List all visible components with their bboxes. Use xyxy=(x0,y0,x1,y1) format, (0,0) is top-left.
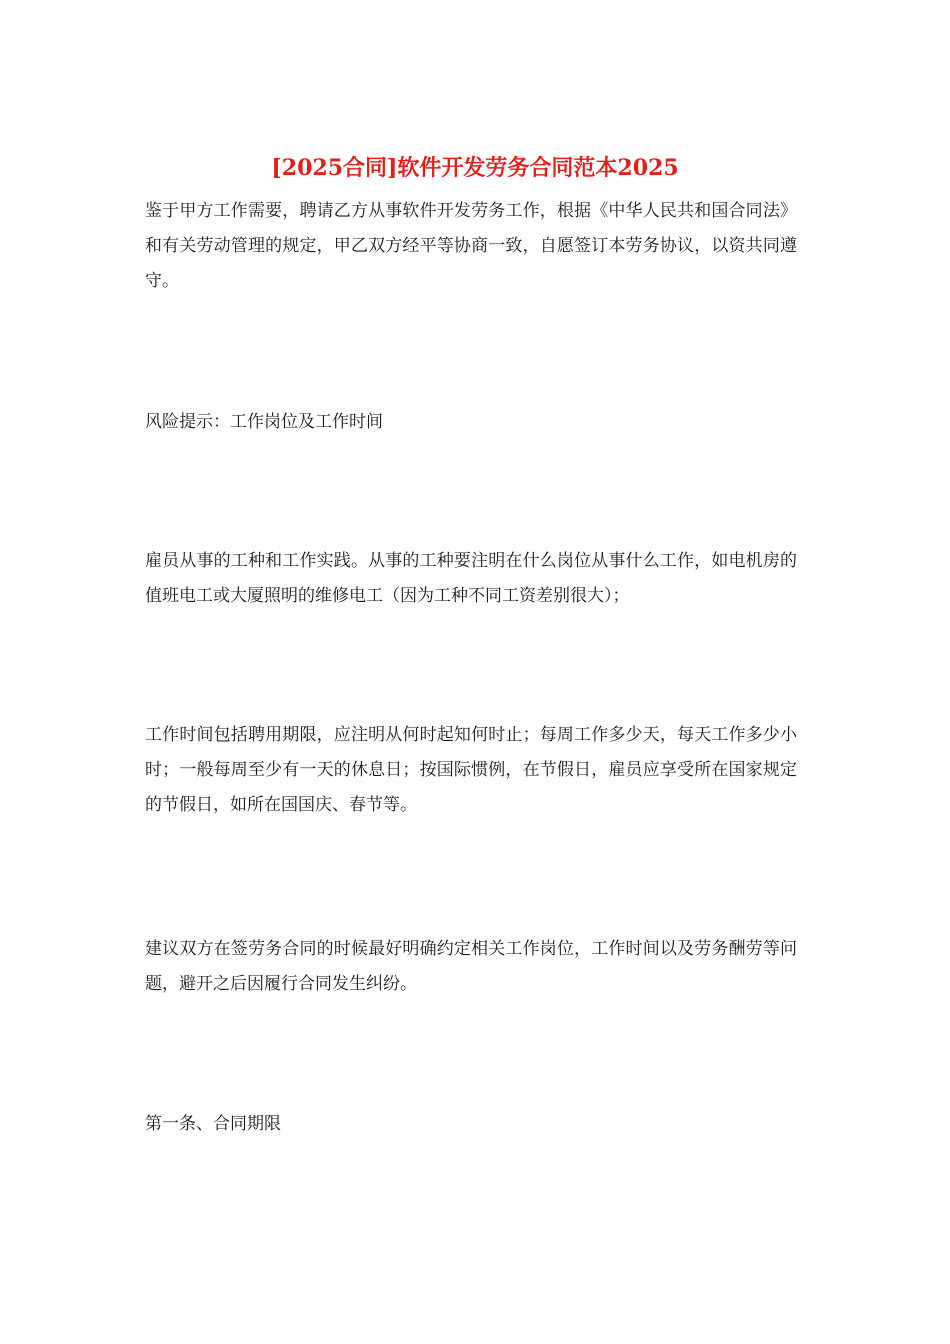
paragraph-article-one: 第一条、合同期限 xyxy=(145,1114,281,1134)
paragraph-risk-heading: 风险提示：工作岗位及工作时间 xyxy=(145,412,383,432)
paragraph-preamble: 鉴于甲方工作需要，聘请乙方从事软件开发劳务工作，根据《中华人民共和国合同法》和有关劳动管理的规定，甲乙双方经平等协商一致，自愿签订本劳务协议，以资共同遵守。 xyxy=(145,201,797,291)
document-title: [2025合同]软件开发劳务合同范本2025 xyxy=(271,155,679,181)
paragraph-job-type: 雇员从事的工种和工作实践。从事的工种要注明在什么岗位从事什么工作，如电机房的值班电工或大厦照明的维修电工（因为工种不同工资差别很大）； xyxy=(145,551,797,606)
paragraph-suggestion: 建议双方在签劳务合同的时候最好明确约定相关工作岗位，工作时间以及劳务酬劳等问题，避开之后因履行合同发生纠纷。 xyxy=(145,939,797,994)
paragraph-work-time: 工作时间包括聘用期限，应注明从何时起知何时止；每周工作多少天，每天工作多少小时；一般每周至少有一天的休息日；按国际惯例，在节假日，雇员应享受所在国家规定的节假日，如所在国国庆、春节等。 xyxy=(145,725,797,815)
